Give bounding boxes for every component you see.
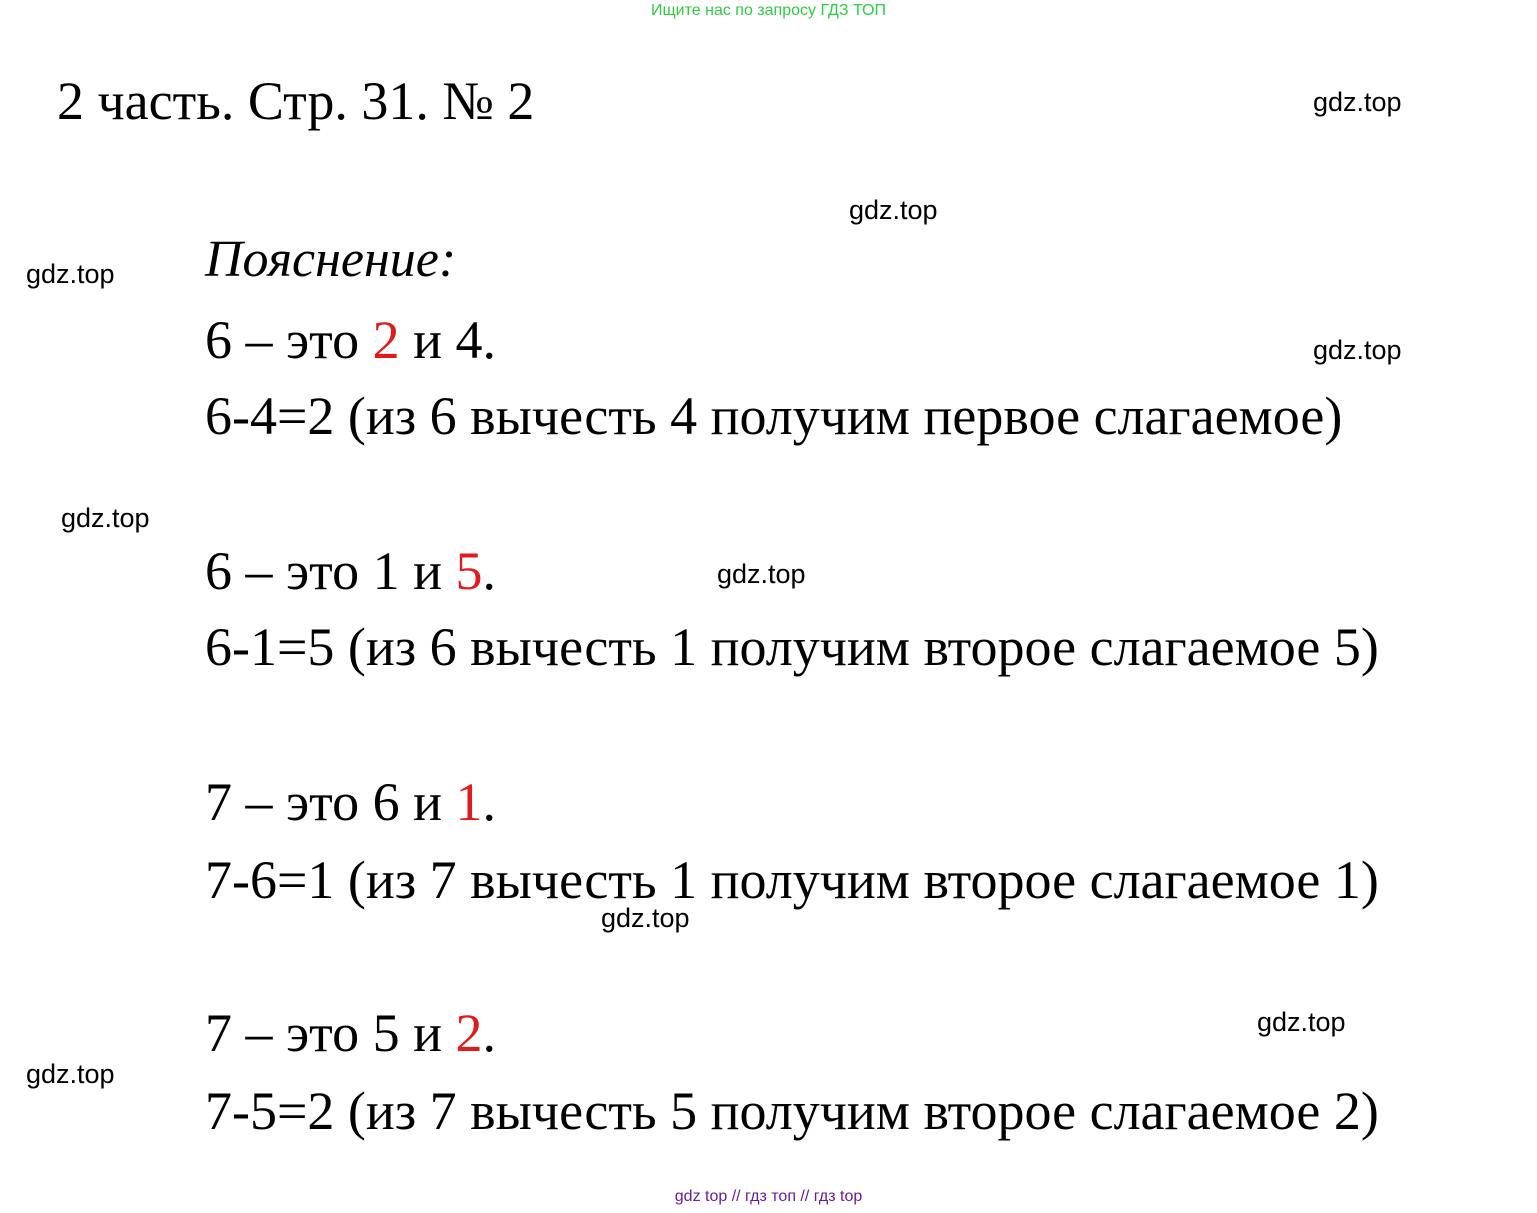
equation-line: 7-5=2 (из 7 вычесть 5 получим второе слагаемое 2) — [205, 1081, 1379, 1141]
highlighted-number: 5 — [455, 541, 483, 601]
watermark: gdz.top — [717, 559, 806, 589]
watermark: gdz.top — [61, 503, 150, 533]
watermark: gdz.top — [26, 1059, 115, 1089]
equation-line: 6-1=5 (из 6 вычесть 1 получим второе слагаемое 5) — [205, 617, 1379, 677]
top-banner: Ищите нас по запросу ГДЗ ТОП — [651, 2, 886, 19]
statement-text: 6 – это — [205, 310, 373, 370]
statement-line — [205, 772, 496, 832]
watermark: gdz.top — [601, 903, 690, 933]
statement-text: 7 – это 5 и — [205, 1003, 456, 1063]
equation-line: 7-6=1 (из 7 вычесть 1 получим второе слагаемое 1) — [205, 850, 1379, 910]
statement-line — [205, 541, 496, 601]
highlighted-number: 1 — [455, 772, 483, 832]
highlighted-number: 2 — [372, 310, 400, 370]
watermark: gdz.top — [1257, 1007, 1346, 1037]
statement-text: . — [482, 1003, 496, 1063]
explanation-label: Пояснение: — [205, 231, 457, 288]
statement-line — [205, 1003, 496, 1063]
equation-line: 6-4=2 (из 6 вычесть 4 получим первое слагаемое) — [205, 386, 1343, 446]
footer-text: gdz top // гдз топ // гдз top — [674, 1188, 863, 1205]
highlighted-number: 2 — [455, 1003, 483, 1063]
statement-line — [205, 310, 496, 370]
statement-text: . — [482, 772, 496, 832]
watermark: gdz.top — [26, 259, 115, 289]
statement-text: 6 – это 1 и — [205, 541, 456, 601]
watermark: gdz.top — [1313, 335, 1402, 365]
statement-text: 7 – это 6 и — [205, 772, 456, 832]
statement-text: . — [482, 310, 496, 370]
statement-text: и 4 — [399, 310, 483, 370]
watermark: gdz.top — [1313, 87, 1402, 117]
page-title: 2 часть. Стр. 31. № 2 — [57, 71, 535, 131]
watermark: gdz.top — [849, 195, 938, 225]
statement-text: . — [482, 541, 496, 601]
